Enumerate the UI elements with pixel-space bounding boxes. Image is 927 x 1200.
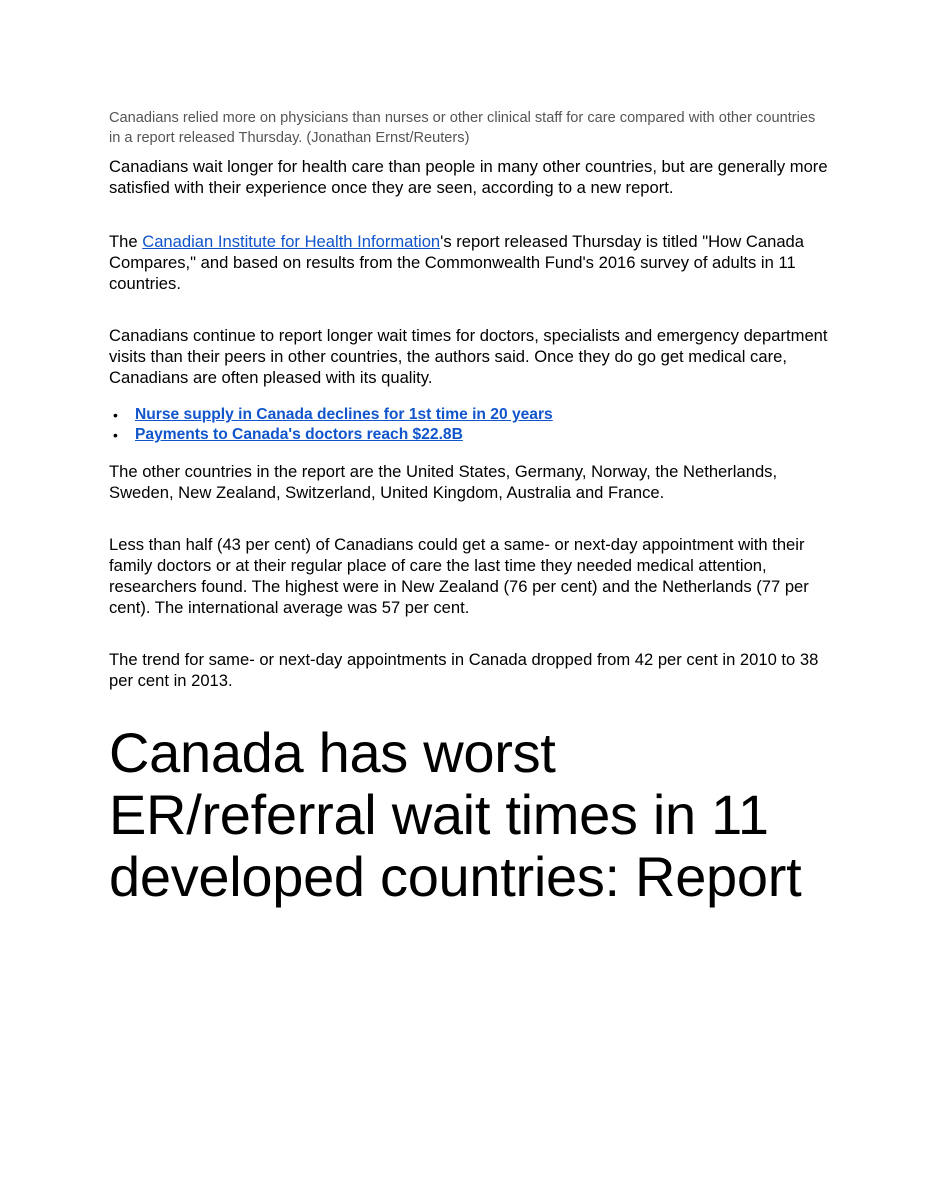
article-headline: Canada has worst ER/referral wait times in 11 developed countries: Report bbox=[109, 721, 802, 908]
paragraph-intro: Canadians wait longer for health care than people in many other countries, but are generally more satisfied with their experience once they are seen, according to a new report. bbox=[109, 157, 828, 197]
related-link-item bbox=[113, 405, 829, 425]
related-link-nurse-supply[interactable]: Nurse supply in Canada declines for 1st time in 20 years bbox=[135, 406, 553, 423]
paragraph-trend: The trend for same- or next-day appointments in Canada dropped from 42 per cent in 2010 to 38 per cent in 2013. bbox=[109, 650, 819, 690]
related-link-doctor-payments[interactable]: Payments to Canada's doctors reach $22.8B bbox=[135, 426, 463, 443]
paragraph-text: 's report released Thursday is titled "How Canada Compares," and based on results from the Commonwealth Fund's 2016 survey of adults in 11 countries. bbox=[109, 232, 805, 293]
paragraph-text: The bbox=[109, 232, 143, 251]
related-link-item bbox=[113, 425, 829, 445]
bullet-icon: • bbox=[113, 407, 118, 423]
bullet-icon: • bbox=[113, 427, 118, 443]
related-links-list bbox=[109, 405, 829, 445]
article bbox=[109, 108, 829, 908]
paragraph-appointments: Less than half (43 per cent) of Canadians could get a same- or next-day appointment with their family doctors or at their regular place of care the last time they needed medical attention, researchers found. The highest were in New Zealand (76 per cent) and the Netherlands (77 per cent). The international average was 57 per cent. bbox=[109, 535, 809, 617]
paragraph-report-title bbox=[109, 231, 829, 294]
cihi-link[interactable]: Canadian Institute for Health Information bbox=[142, 232, 441, 251]
paragraph-other-countries: The other countries in the report are the United States, Germany, Norway, the Netherlands, Sweden, New Zealand, Switzerland, United Kingdom, Australia and France. bbox=[109, 462, 778, 502]
paragraph-wait-times: Canadians continue to report longer wait times for doctors, specialists and emergency department visits than their peers in other countries, the authors said. Once they do go get medical care, Canadians are often pleased with its quality. bbox=[109, 326, 828, 387]
photo-caption: Canadians relied more on physicians than nurses or other clinical staff for care compared with other countries in a report released Thursday. (Jonathan Ernst/Reuters) bbox=[109, 110, 816, 146]
